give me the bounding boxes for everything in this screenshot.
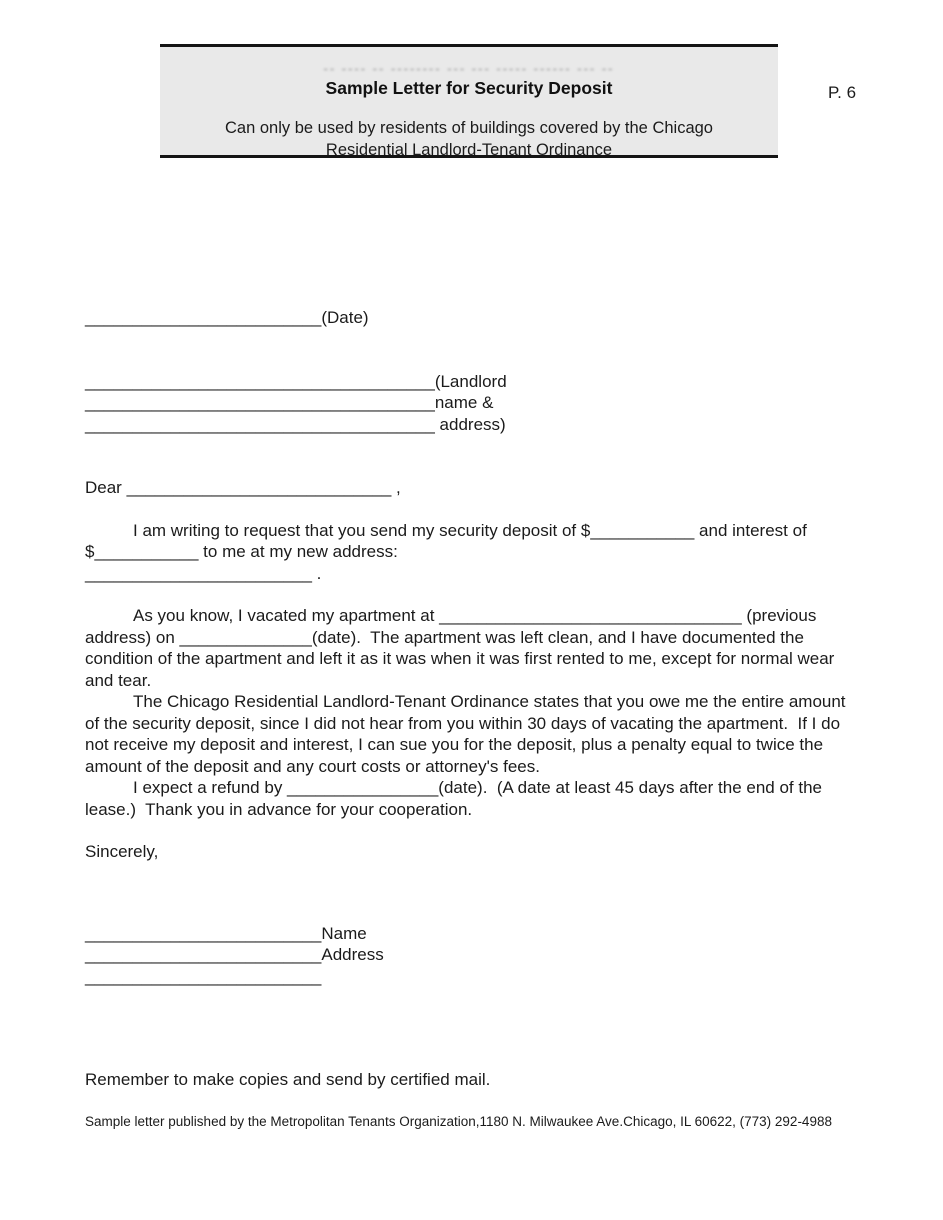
reminder-line: Remember to make copies and send by certified mail.	[85, 1070, 491, 1089]
signature-address-line-2: _________________________	[85, 966, 322, 986]
document-title: Sample Letter for Security Deposit	[325, 78, 613, 98]
paragraph-refund-expectation: I expect a refund by ________________(date). (A date at least 45 days after the end of the lease.) Thank you in advance for your cooperation.	[85, 778, 827, 819]
smudged-text: -- ---- -- -------- --- --- ----- ------ --- --	[323, 61, 615, 76]
landlord-blank-line-3: _____________________________________ address)	[85, 414, 506, 434]
signature-name-line: _________________________Name	[85, 923, 367, 943]
paragraph-vacated-apartment: As you know, I vacated my apartment at ________________________________ (previous address) on ______________(date). The apartment was left clean, and I have documented the condition of the apartment and left it as it was when it was first rented to me, except for normal wear and tear.	[85, 606, 840, 690]
signature-address-line-1: _________________________Address	[85, 945, 384, 964]
closing-line: Sincerely,	[85, 842, 159, 861]
letter-body	[85, 307, 863, 1132]
signature-block	[85, 923, 863, 988]
page-number: P. 6	[828, 83, 857, 102]
paragraph-ordinance: The Chicago Residential Landlord-Tenant Ordinance states that you owe me the entire amount of the security deposit, since I did not hear from you within 30 days of vacating the apartment. If I do not receive my deposit and interest, I can sue you for the deposit, plus a penalty equal to twice the amount of the deposit and any court costs or attorney's fees.	[85, 692, 851, 776]
document-subtitle-line1: Can only be used by residents of buildings covered by the Chicago	[225, 119, 713, 137]
new-address-blank-line: ________________________ .	[85, 563, 322, 583]
salutation-line: Dear ____________________________ ,	[85, 478, 401, 497]
document-subtitle-line2: Residential Landlord-Tenant Ordinance	[325, 141, 613, 159]
paragraph-request-deposit: I am writing to request that you send my security deposit of $___________ and interest of $___________ to me at my new address:	[85, 520, 812, 561]
landlord-blank-line-2: _____________________________________name &	[85, 393, 494, 412]
publisher-footer: Sample letter published by the Metropolitan Tenants Organization,1180 N. Milwaukee Ave.Chicago, IL 60622, (773) 292-4988	[85, 1113, 832, 1129]
landlord-blank-line-1: _____________________________________(Landlord	[85, 371, 507, 391]
header-box	[160, 44, 778, 158]
date-blank-line: _________________________(Date)	[85, 308, 369, 327]
landlord-address-block	[85, 371, 863, 436]
